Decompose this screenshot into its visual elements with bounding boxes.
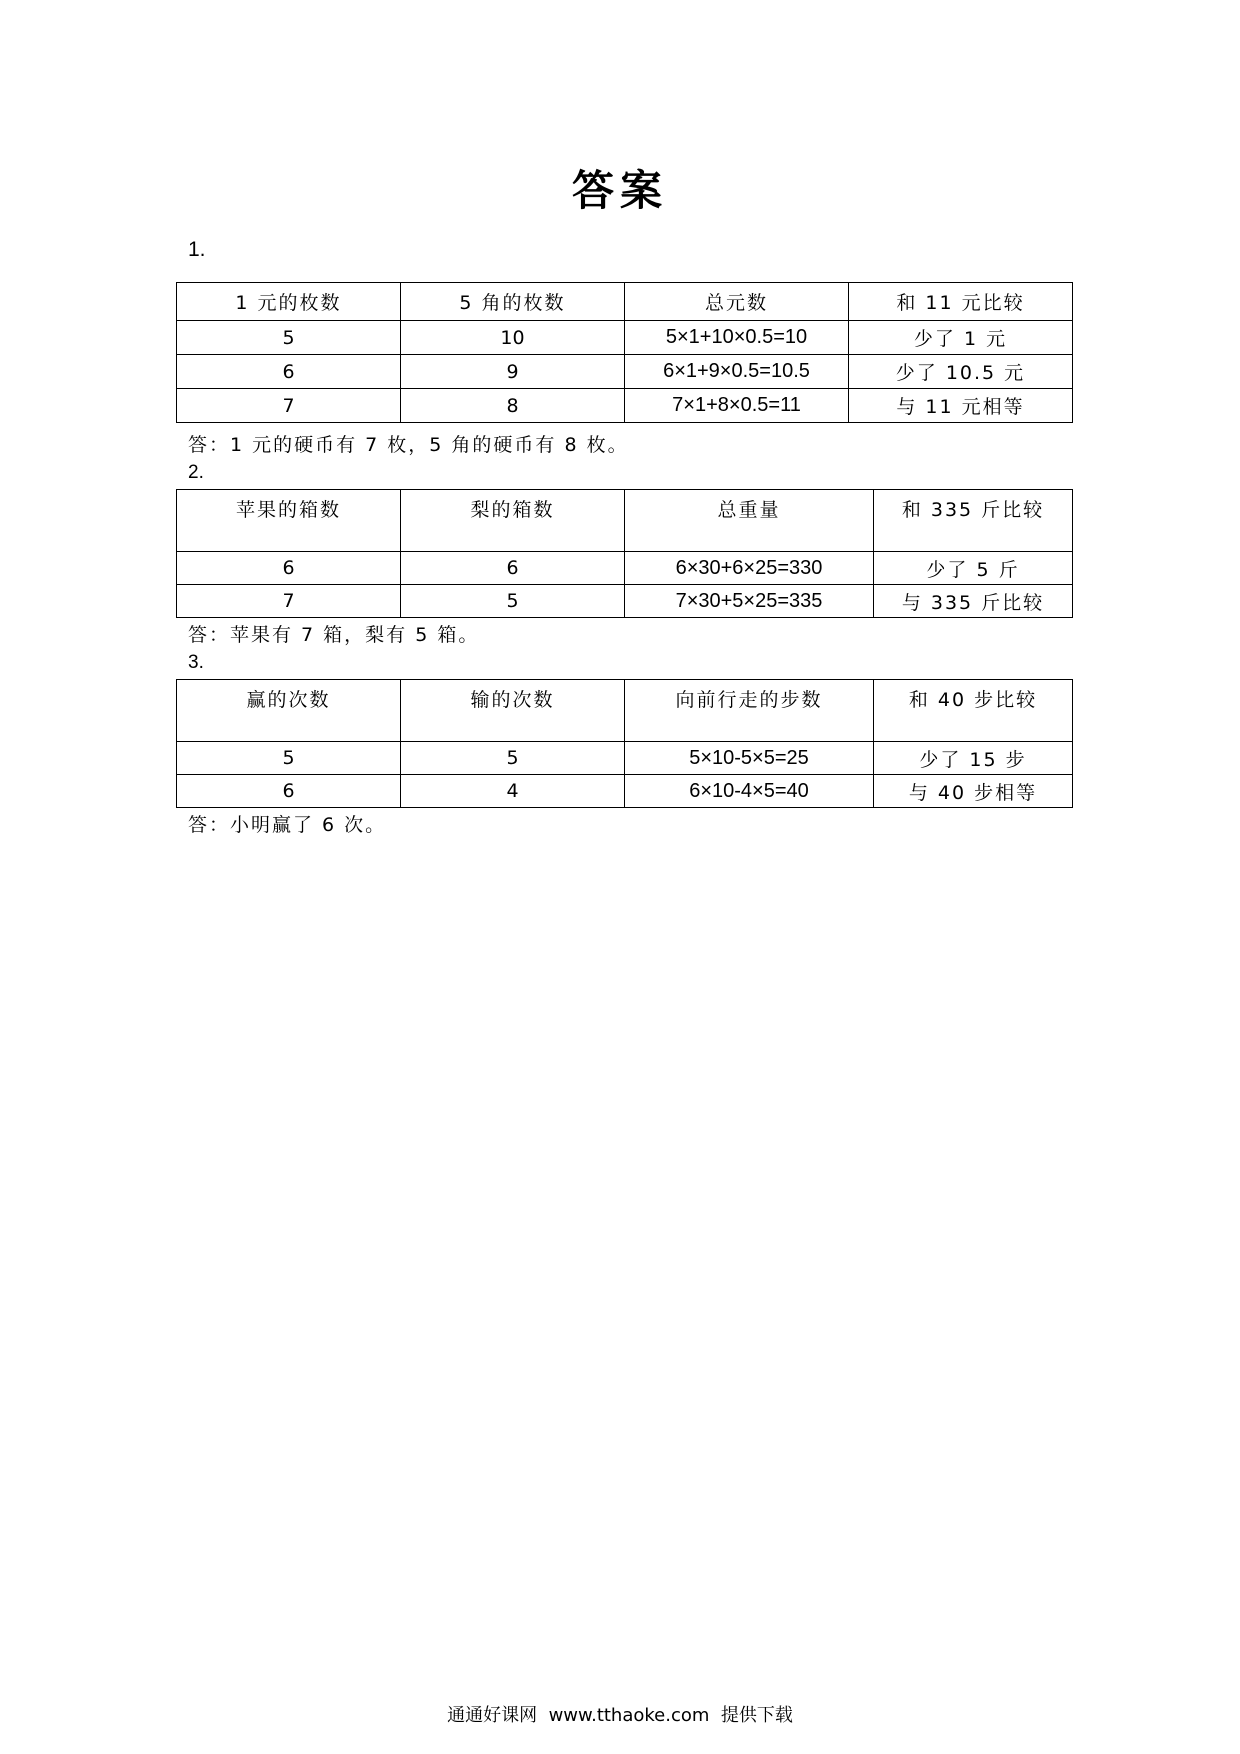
header-cell: 苹果的箱数 (177, 490, 401, 552)
table-cell: 与 335 斤比较 (874, 585, 1073, 618)
header-cell: 输的次数 (401, 680, 625, 742)
table-row (177, 321, 1073, 355)
header-cell: 和 11 元比较 (849, 283, 1073, 321)
table-header-row (177, 283, 1073, 321)
page-title: 答案 (571, 166, 668, 215)
table-row (177, 775, 1073, 808)
header-cell: 5 角的枚数 (401, 283, 625, 321)
header-cell: 梨的箱数 (401, 490, 625, 552)
table-cell: 与 11 元相等 (849, 389, 1073, 423)
header-cell: 和 335 斤比较 (874, 490, 1073, 552)
answer-table-2 (176, 489, 1073, 618)
table-row (177, 585, 1073, 618)
table-cell: 7 (177, 585, 401, 618)
table-row (177, 552, 1073, 585)
table-row (177, 742, 1073, 775)
table-cell: 5 (401, 585, 625, 618)
table-cell: 7×1+8×0.5=11 (625, 389, 849, 423)
header-cell: 和 40 步比较 (874, 680, 1073, 742)
table-cell: 少了 1 元 (849, 321, 1073, 355)
table-cell: 5×1+10×0.5=10 (625, 321, 849, 355)
table-header-row (177, 490, 1073, 552)
table-cell: 少了 5 斤 (874, 552, 1073, 585)
table-cell: 7 (177, 389, 401, 423)
table-cell: 6 (177, 775, 401, 808)
header-cell: 赢的次数 (177, 680, 401, 742)
answer-text-2: 答：苹果有 7 箱，梨有 5 箱。 (188, 624, 480, 646)
table-cell: 4 (401, 775, 625, 808)
header-cell: 总元数 (625, 283, 849, 321)
answer-table-3 (176, 679, 1073, 808)
footer-credit: 通通好课网 www.tthaoke.com 提供下载 (447, 1705, 793, 1726)
header-cell: 向前行走的步数 (625, 680, 874, 742)
table-row (177, 389, 1073, 423)
header-cell: 总重量 (625, 490, 874, 552)
header-cell: 1 元的枚数 (177, 283, 401, 321)
section-label-2: 2. (188, 462, 204, 483)
section-label-3: 3. (188, 652, 204, 673)
answer-text-3: 答：小明赢了 6 次。 (188, 814, 387, 836)
table-cell: 6×1+9×0.5=10.5 (625, 355, 849, 389)
table-cell: 8 (401, 389, 625, 423)
table-cell: 少了 10.5 元 (849, 355, 1073, 389)
table-cell: 6 (177, 355, 401, 389)
table-cell: 6×10-4×5=40 (625, 775, 874, 808)
table-cell: 5 (401, 742, 625, 775)
table-cell: 5×10-5×5=25 (625, 742, 874, 775)
table-cell: 6 (401, 552, 625, 585)
table-cell: 5 (177, 321, 401, 355)
table-cell: 与 40 步相等 (874, 775, 1073, 808)
answer-text-1: 答：1 元的硬币有 7 枚，5 角的硬币有 8 枚。 (188, 434, 629, 456)
answer-table-1 (176, 282, 1073, 423)
table-cell: 5 (177, 742, 401, 775)
table-cell: 10 (401, 321, 625, 355)
table-cell: 6×30+6×25=330 (625, 552, 874, 585)
table-cell: 7×30+5×25=335 (625, 585, 874, 618)
table-cell: 少了 15 步 (874, 742, 1073, 775)
table-cell: 9 (401, 355, 625, 389)
table-row (177, 355, 1073, 389)
table-header-row (177, 680, 1073, 742)
section-label-1: 1. (188, 238, 206, 261)
table-cell: 6 (177, 552, 401, 585)
